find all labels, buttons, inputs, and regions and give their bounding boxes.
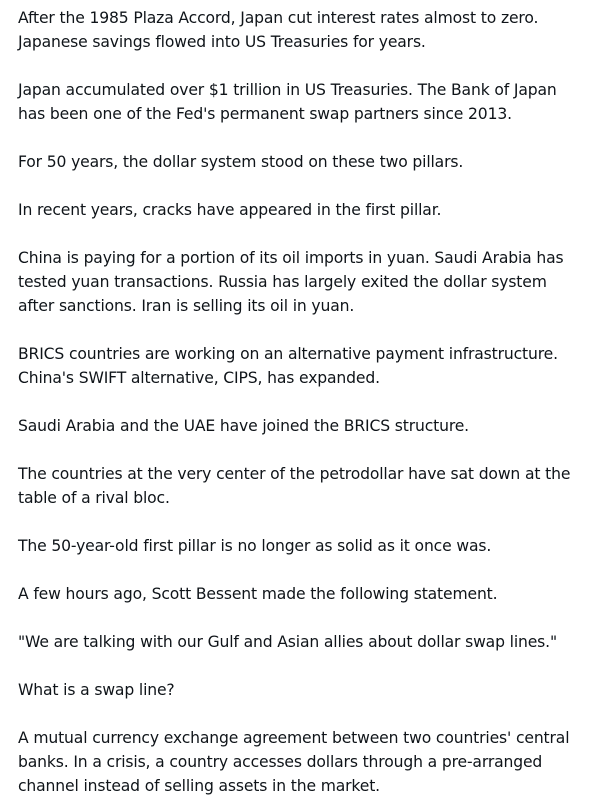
paragraph-cracks: In recent years, cracks have appeared in the first pillar. bbox=[18, 201, 442, 219]
paragraph-first-pillar: The 50-year-old first pillar is no longer as solid as it once was. bbox=[18, 537, 492, 555]
paragraph-quote: "We are talking with our Gulf and Asian allies about dollar swap lines." bbox=[18, 633, 557, 651]
paragraph-definition: A mutual currency exchange agreement between two countries' central banks. In a crisis, a country accesses dollars through a pre-arranged channel instead of selling assets in the market. bbox=[18, 729, 570, 795]
paragraph-plaza-accord: After the 1985 Plaza Accord, Japan cut interest rates almost to zero. Japanese savings flowed into US Treasuries for years. bbox=[18, 9, 539, 51]
paragraph-japan-treasuries: Japan accumulated over $1 trillion in US Treasuries. The Bank of Japan has been one of the Fed's permanent swap partners since 2013. bbox=[18, 81, 557, 123]
paragraph-bessent: A few hours ago, Scott Bessent made the following statement. bbox=[18, 585, 498, 603]
paragraph-petrodollar: The countries at the very center of the petrodollar have sat down at the table of a rival bloc. bbox=[18, 465, 571, 507]
paragraph-question: What is a swap line? bbox=[18, 681, 175, 699]
paragraph-saudi-uae: Saudi Arabia and the UAE have joined the BRICS structure. bbox=[18, 417, 469, 435]
paragraph-yuan-oil: China is paying for a portion of its oil imports in yuan. Saudi Arabia has tested yuan transactions. Russia has largely exited the dollar system after sanctions. Iran is selling its oil in yuan. bbox=[18, 249, 564, 315]
paragraph-brics-payments: BRICS countries are working on an alternative payment infrastructure. China's SWIFT alternative, CIPS, has expanded. bbox=[18, 345, 558, 387]
paragraph-two-pillars: For 50 years, the dollar system stood on these two pillars. bbox=[18, 153, 464, 171]
post-text bbox=[18, 6, 583, 798]
